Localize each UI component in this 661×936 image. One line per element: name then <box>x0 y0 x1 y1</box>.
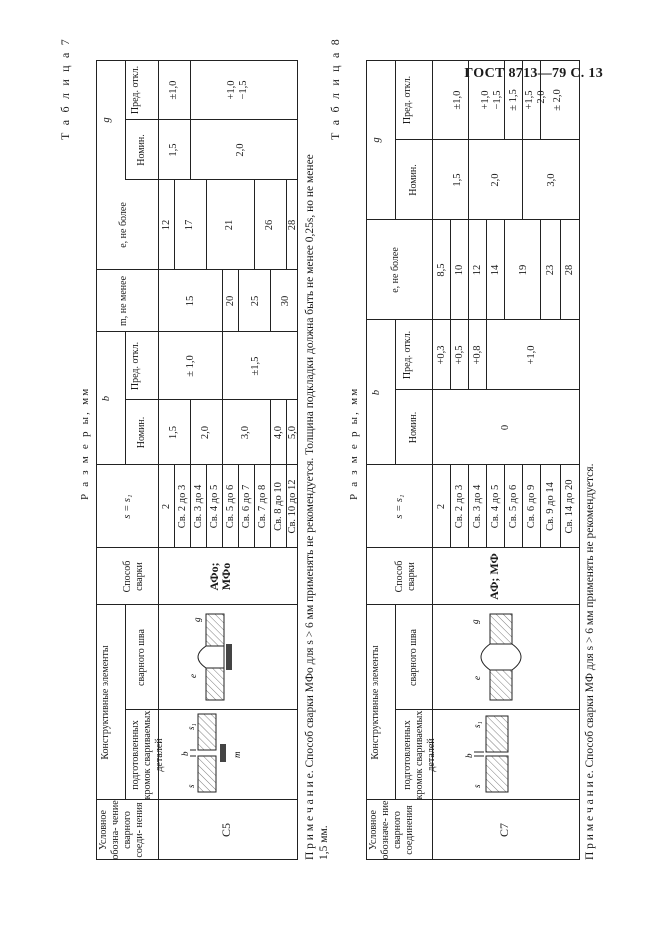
t7-s-1: Св. 2 до 3 <box>177 484 188 529</box>
t8-g-dev-5: −2,0 <box>536 90 547 110</box>
t8-designation: С7 <box>497 823 511 838</box>
t8-e-2: 12 <box>472 264 483 276</box>
t8-b-dev-3: +1,0 <box>526 345 537 365</box>
t8-s-7: Св. 14 до 20 <box>564 479 575 534</box>
t8-s-5: Св. 6 до 9 <box>526 484 537 529</box>
t7-dim-g: g <box>192 617 202 622</box>
t7-m-2: 25 <box>250 295 261 307</box>
t8-dim-s: s <box>472 784 482 788</box>
t7-head-s: s = s₁ <box>122 494 133 519</box>
t8-head-prepared: подготовленных кромок свариваемых деталей <box>402 710 437 800</box>
t7-b-nom-3: 4,0 <box>273 425 284 440</box>
t8-e-4: 19 <box>518 264 529 276</box>
t7-weld-drawing <box>160 606 296 708</box>
t8-s-4: Св. 5 до 6 <box>508 484 519 529</box>
t8-g-dev-6: ± 2,0 <box>552 89 563 111</box>
t7-e-2: 21 <box>224 219 235 231</box>
t7-edge-preparation-drawing <box>160 710 296 798</box>
t7-b-nom-1: 2,0 <box>200 425 211 440</box>
t8-g-dev-4: +1,5 <box>524 90 535 110</box>
t7-head-elements: Конструктивные элементы <box>100 645 111 760</box>
t7-dim-s: s <box>186 784 196 788</box>
t7-s-6: Св. 7 до 8 <box>257 484 268 529</box>
t7-head-method: Способ сварки <box>122 560 145 593</box>
t7-dim-m: m <box>232 751 242 758</box>
t8-g-nom-2: 3,0 <box>546 173 557 187</box>
t8-s-1: Св. 2 до 3 <box>454 484 465 529</box>
t8-g-nom-1: 2,0 <box>490 173 501 187</box>
t8-g-dev-1: +1,0 <box>480 90 491 110</box>
t7-m-1: 20 <box>225 295 236 307</box>
t8-head-g-nomin: Номин. <box>408 164 419 196</box>
t7-e-0: 12 <box>161 219 172 231</box>
t7-s-2: Св. 3 до 4 <box>193 484 204 529</box>
t7-e-3: 26 <box>264 219 275 231</box>
t8-weld-drawing <box>434 606 578 708</box>
t7-head-b: b <box>101 395 112 402</box>
table8-caption: Т а б л и ц а 8 <box>328 37 342 140</box>
rotated-content <box>58 37 620 860</box>
t8-b-dev-2: +0,8 <box>472 345 483 365</box>
t7-note-cont: 1,5 мм. <box>318 825 330 860</box>
t7-head-b-dev: Пред. откл. <box>130 341 141 391</box>
t8-g-dev-2: −1,5 <box>492 90 503 110</box>
t7-s-4: Св. 5 до 6 <box>225 484 236 529</box>
table7-caption: Т а б л и ц а 7 <box>58 37 72 140</box>
t7-dim-b: b <box>180 751 190 756</box>
t8-s-0: 2 <box>436 503 447 510</box>
t8-b-dev-1: +0,5 <box>454 345 465 365</box>
t8-dim-s1: s₁ <box>472 721 482 728</box>
t8-method: АФ; МФ <box>487 553 501 600</box>
t8-head-g-dev: Пред. откл. <box>402 75 413 125</box>
t8-head-designation: Условное обозначе- ние сварного соединения <box>368 800 415 860</box>
t8-dim-b: b <box>464 753 474 758</box>
t8-edge-preparation-drawing <box>434 710 578 798</box>
t8-head-elements: Конструктивные элементы <box>370 645 381 760</box>
t7-s-0: 2 <box>161 503 172 510</box>
t7-head-m: m, не менее <box>118 275 129 327</box>
t8-s-3: Св. 4 до 5 <box>490 484 501 529</box>
t7-m-3: 30 <box>280 295 291 307</box>
t7-note: П р и м е ч а н и е. Способ сварки МФо для s > 6 мм применять не рекомендуется. Толщина подкладки должна быть не менее 0,25s, но не менее <box>304 154 316 860</box>
table8-section-title: Р а з м е р ы, мм <box>348 386 360 500</box>
t7-g-nom-0: 1,5 <box>168 143 179 157</box>
t8-g-dev-3: ± 1,5 <box>508 89 519 111</box>
t8-head-s: s = s₁ <box>394 494 405 519</box>
t8-head-method: Способ сварки <box>394 560 417 593</box>
t7-b-nom-0: 1,5 <box>168 425 179 440</box>
t8-s-6: Св. 9 до 14 <box>545 482 556 531</box>
t8-note: П р и м е ч а н и е. Способ сварки МФ для s > 6 мм применять не рекомендуется. <box>584 463 596 860</box>
t8-dim-g: g <box>470 619 480 624</box>
t7-head-weld: сварного шва <box>136 629 147 686</box>
t7-head-g-nomin: Номин. <box>136 134 147 166</box>
t8-e-6: 28 <box>564 264 575 276</box>
t7-dim-s1: s₁ <box>186 723 196 730</box>
t7-g-dev-1: +1,0 <box>226 80 237 100</box>
t7-e-4: 28 <box>287 219 298 231</box>
t8-head-e: e, не более <box>390 247 401 293</box>
t7-designation: С5 <box>219 823 233 838</box>
table7-section-title: Р а з м е р ы, мм <box>79 386 91 500</box>
t8-s-2: Св. 3 до 4 <box>472 484 483 529</box>
t7-g-nom-1: 2,0 <box>235 143 246 157</box>
t8-head-weld: сварного шва <box>408 629 419 686</box>
t7-head-designation: Условное обозна- чение сварного соеди- нения <box>98 800 145 860</box>
t8-e-1: 10 <box>454 264 465 276</box>
t7-s-5: Св. 6 до 7 <box>241 484 252 529</box>
t8-dim-e: e <box>472 676 482 680</box>
t8-e-0: 8,5 <box>436 263 447 277</box>
t7-e-1: 17 <box>184 219 195 231</box>
t7-g-dev-2: −1,5 <box>238 80 249 100</box>
t7-b-nom-4: 5,0 <box>287 425 298 440</box>
t7-head-b-nomin: Номин. <box>136 416 147 449</box>
t7-s-3: Св. 4 до 5 <box>209 484 220 529</box>
t8-head-b-nomin: Номин. <box>408 411 419 444</box>
t8-head-b-dev: Пред. откл. <box>402 330 413 380</box>
t8-b-nom: 0 <box>500 424 511 431</box>
t7-method: АФо; МФо <box>207 562 233 591</box>
t7-head-g-dev: Пред. откл. <box>130 65 141 115</box>
t8-e-5: 23 <box>545 264 556 276</box>
t8-head-b: b <box>371 389 382 396</box>
t7-m-0: 15 <box>185 295 196 307</box>
t7-s-8: Св. 10 до 12 <box>287 479 298 534</box>
t8-head-g: g <box>371 137 382 143</box>
t7-head-prepared: подготовленных кромок свариваемых деталей <box>130 710 165 800</box>
page-header: ГОСТ 8713—79 С. 13 <box>464 66 603 81</box>
t8-b-dev-0: +0,3 <box>436 345 447 365</box>
t7-head-g: g <box>101 117 112 123</box>
t7-b-dev-0: ± 1,0 <box>185 355 196 377</box>
t8-g-dev-0: ±1,0 <box>452 90 463 110</box>
t7-b-nom-2: 3,0 <box>240 425 251 440</box>
t7-g-dev-0: ±1,0 <box>168 80 179 100</box>
t8-g-nom-0: 1,5 <box>452 173 463 187</box>
t8-e-3: 14 <box>490 264 501 276</box>
t7-s-7: Св. 8 до 10 <box>273 482 284 531</box>
t7-b-dev-1: ±1,5 <box>250 356 261 376</box>
t7-head-e: e, не более <box>118 202 129 248</box>
t7-dim-e: e <box>188 674 198 678</box>
